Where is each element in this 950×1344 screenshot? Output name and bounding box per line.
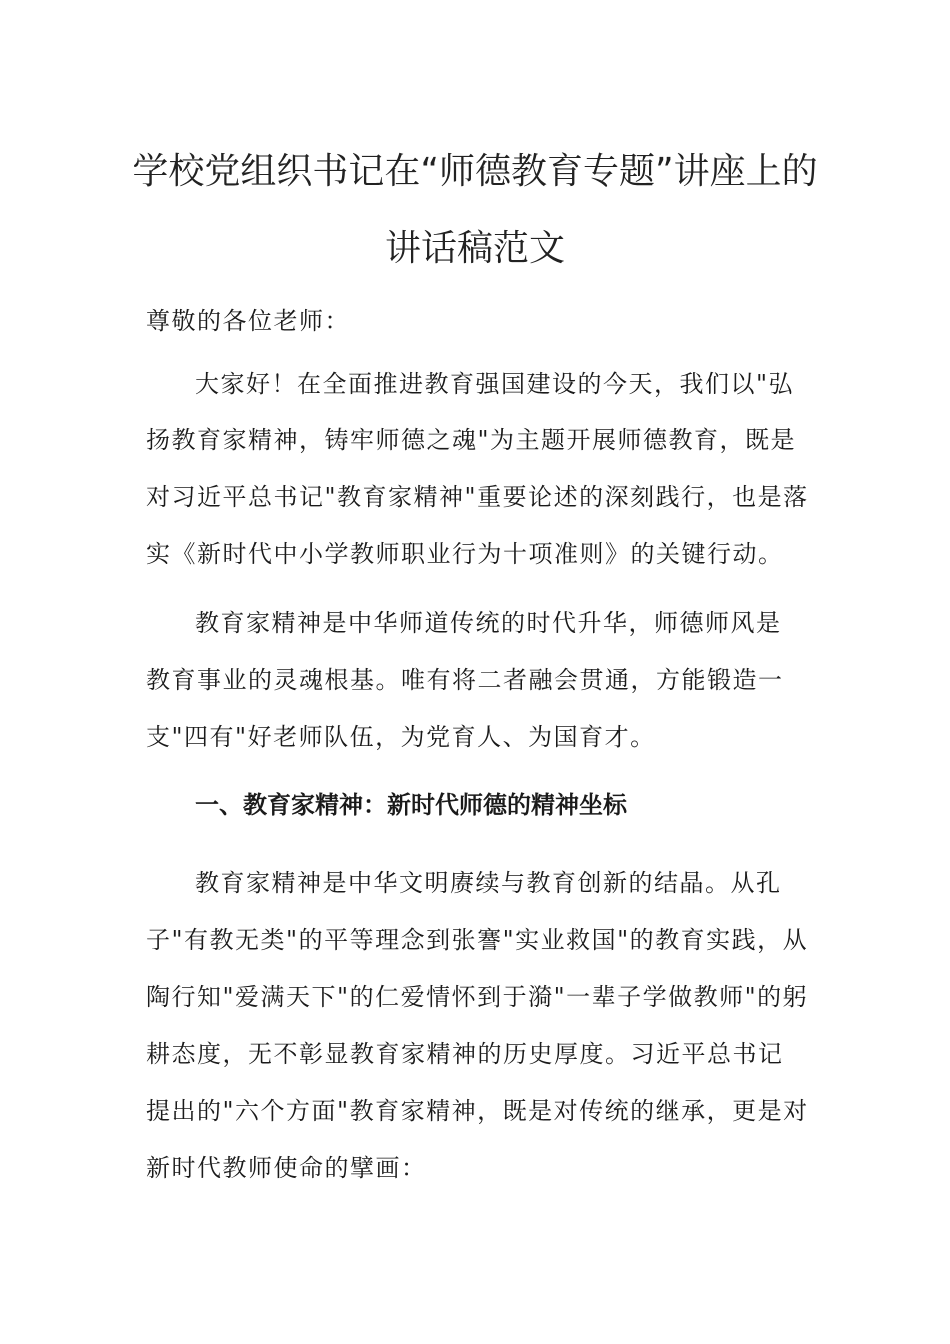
paragraph-3-line-3: 陶行知"爱满天下"的仁爱情怀到于漪"一辈子学做教师"的躬	[146, 983, 809, 1011]
salutation: 尊敬的各位老师：	[146, 307, 350, 335]
paragraph-3-line-4: 耕态度，无不彰显教育家精神的历史厚度。习近平总书记	[146, 1040, 784, 1068]
document-title-line-2: 讲话稿范文	[384, 228, 565, 269]
paragraph-1-line-1: 大家好！在全面推进教育强国建设的今天，我们以"弘	[195, 370, 795, 398]
paragraph-3-line-2: 子"有教无类"的平等理念到张謇"实业救国"的教育实践，从	[146, 926, 809, 954]
paragraph-2-line-1: 教育家精神是中华师道传统的时代升华，师德师风是	[195, 609, 782, 637]
paragraph-1-line-2: 扬教育家精神，铸牢师德之魂"为主题开展师德教育，既是	[146, 426, 797, 454]
section-1-heading: 一、教育家精神：新时代师德的精神坐标	[195, 791, 627, 819]
paragraph-3-line-5: 提出的"六个方面"教育家精神，既是对传统的继承，更是对	[146, 1097, 809, 1125]
paragraph-3-line-1: 教育家精神是中华文明赓续与教育创新的结晶。从孔	[195, 869, 782, 897]
paragraph-1-line-4: 实《新时代中小学教师职业行为十项准则》的关键行动。	[146, 540, 784, 568]
paragraph-2-line-3: 支"四有"好老师队伍，为党育人、为国育才。	[146, 723, 656, 751]
paragraph-3-line-6: 新时代教师使命的擘画：	[146, 1154, 427, 1182]
paragraph-1-line-3: 对习近平总书记"教育家精神"重要论述的深刻践行，也是落	[146, 483, 809, 511]
document-title-line-1: 学校党组织书记在“师德教育专题”讲座上的	[132, 151, 818, 192]
paragraph-2-line-2: 教育事业的灵魂根基。唯有将二者融会贯通，方能锻造一	[146, 666, 784, 694]
